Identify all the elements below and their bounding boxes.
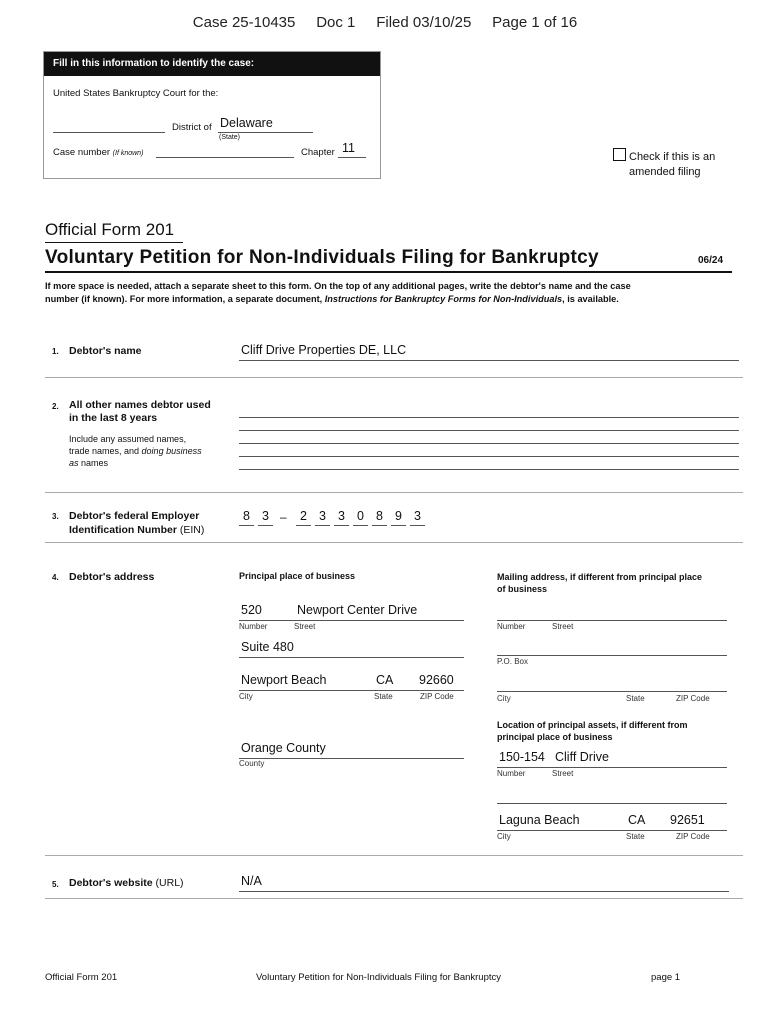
location-assets-heading: Location of principal assets, if different from principal place of business xyxy=(497,720,688,742)
q5-number: 5. xyxy=(52,880,59,889)
ein-digit: 3 xyxy=(258,509,273,526)
q3-divider xyxy=(45,542,743,543)
chapter-field[interactable] xyxy=(338,140,366,158)
case-id-box xyxy=(43,51,381,179)
location-zip-value: 92651 xyxy=(670,813,705,827)
q5-label: Debtor's website (URL) xyxy=(69,877,184,889)
chapter-label: Chapter xyxy=(301,147,335,158)
filed-date: Filed 03/10/25 xyxy=(376,14,472,31)
location-state-label: State xyxy=(626,832,645,841)
case-number: Case 25-10435 xyxy=(192,14,296,31)
principal-street-field[interactable] xyxy=(239,603,464,621)
page-count: Page 1 of 16 xyxy=(492,14,578,31)
mailing-street-field[interactable] xyxy=(497,603,727,621)
court-label: United States Bankruptcy Court for the: xyxy=(53,88,219,99)
mailing-pobox-label: P.O. Box xyxy=(497,657,528,666)
form-title: Voluntary Petition for Non-Individuals Filing for Bankruptcy xyxy=(45,247,599,268)
case-header xyxy=(0,14,770,31)
principal-number-label: Number xyxy=(239,622,268,631)
location-number-value: 150-154 xyxy=(499,750,545,764)
footer-form-title: Voluntary Petition for Non-Individuals Filing for Bankruptcy xyxy=(256,972,502,983)
mailing-city-field[interactable] xyxy=(497,674,727,692)
principal-state-label: State xyxy=(374,692,393,701)
mailing-city-label: City xyxy=(497,694,511,703)
location-street-value: Cliff Drive xyxy=(555,750,609,764)
doc-number: Doc 1 xyxy=(316,14,356,31)
footer-page-number: page 1 xyxy=(651,972,681,983)
location-street-label: Street xyxy=(552,769,574,778)
principal-suite-value: Suite 480 xyxy=(241,640,294,654)
q1-divider xyxy=(45,377,743,378)
state-label: (State) xyxy=(219,134,241,141)
footer-form-name: Official Form 201 xyxy=(45,972,118,983)
q3-label: Debtor's federal Employer Identification Number (EIN) xyxy=(69,510,205,536)
ein-field[interactable] xyxy=(239,509,429,527)
mailing-state-label: State xyxy=(626,694,645,703)
q4-label: Debtor's address xyxy=(69,571,155,583)
official-form-label: Official Form 201 xyxy=(45,220,175,239)
mailing-address-heading: Mailing address, if different from principal place of business xyxy=(497,572,703,594)
ein-digit: 8 xyxy=(372,509,387,526)
ein-dash: – xyxy=(280,510,287,524)
principal-suite-field[interactable] xyxy=(239,640,464,658)
principal-city-value: Newport Beach xyxy=(241,673,327,687)
q2-note: Include any assumed names, trade names, and doing business as names xyxy=(69,434,202,468)
county-value: Orange County xyxy=(241,741,326,755)
principal-number-value: 520 xyxy=(241,603,262,617)
title-rule xyxy=(45,271,732,273)
principal-zip-label: ZIP Code xyxy=(420,692,454,701)
ein-digit: 3 xyxy=(334,509,349,526)
q5-divider xyxy=(45,898,743,899)
ein-digit: 2 xyxy=(296,509,311,526)
q1-label: Debtor's name xyxy=(69,345,142,357)
ein-digit: 9 xyxy=(391,509,406,526)
q4-number: 4. xyxy=(52,573,59,582)
chapter-value: 11 xyxy=(342,141,355,155)
form-instructions: If more space is needed, attach a separate sheet to this form. On the top of any additional pages, write the debtor's name and the case number (if known). For more information, a separate document, Instructions for Bankruptcy Forms for Non-Individuals, is available. xyxy=(45,281,631,304)
location-street-field[interactable] xyxy=(497,750,727,768)
q1-number: 1. xyxy=(52,347,59,356)
county-field[interactable] xyxy=(239,741,464,759)
mailing-pobox-field[interactable] xyxy=(497,638,727,656)
principal-city-field[interactable] xyxy=(239,673,464,691)
q2-number: 2. xyxy=(52,402,59,411)
location-zip-label: ZIP Code xyxy=(676,832,710,841)
amended-label: Check if this is an amended filing xyxy=(629,151,716,178)
principal-street-value: Newport Center Drive xyxy=(297,603,418,617)
website-field[interactable] xyxy=(239,874,729,892)
district-label: District of xyxy=(172,122,212,133)
location-number-label: Number xyxy=(497,769,526,778)
district-field[interactable] xyxy=(218,116,313,133)
ein-digit: 8 xyxy=(239,509,254,526)
mailing-street-label: Street xyxy=(552,622,574,631)
principal-place-heading: Principal place of business xyxy=(239,571,356,581)
principal-street-label: Street xyxy=(294,622,316,631)
district-blank xyxy=(53,132,165,133)
q2-label: All other names debtor used in the last 8 years xyxy=(69,399,211,424)
mailing-zip-label: ZIP Code xyxy=(676,694,710,703)
principal-state-value: CA xyxy=(376,673,394,687)
official-form-underline xyxy=(45,242,183,243)
q2-divider xyxy=(45,492,743,493)
district-value: Delaware xyxy=(220,116,273,130)
case-number-field[interactable] xyxy=(156,157,294,158)
principal-city-label: City xyxy=(239,692,253,701)
ein-digit: 3 xyxy=(315,509,330,526)
form-version: 06/24 xyxy=(698,255,724,266)
case-id-bar: Fill in this information to identify the case: xyxy=(44,52,380,76)
principal-zip-value: 92660 xyxy=(419,673,454,687)
location-state-value: CA xyxy=(628,813,646,827)
location-city-label: City xyxy=(497,832,511,841)
ein-digit: 0 xyxy=(353,509,368,526)
debtor-name-value: Cliff Drive Properties DE, LLC xyxy=(241,343,407,357)
case-number-label: Case number (If known) xyxy=(53,147,144,158)
location-city-field[interactable] xyxy=(497,813,727,831)
website-value: N/A xyxy=(241,874,262,888)
county-label: County xyxy=(239,759,265,768)
q3-number: 3. xyxy=(52,512,59,521)
mailing-number-label: Number xyxy=(497,622,526,631)
q4-divider xyxy=(45,855,743,856)
other-names-lines[interactable] xyxy=(239,405,739,470)
location-line2-field[interactable] xyxy=(497,786,727,804)
amended-checkbox[interactable] xyxy=(613,148,626,161)
ein-digit: 3 xyxy=(410,509,425,526)
debtor-name-field[interactable] xyxy=(239,343,739,361)
location-city-value: Laguna Beach xyxy=(499,813,580,827)
